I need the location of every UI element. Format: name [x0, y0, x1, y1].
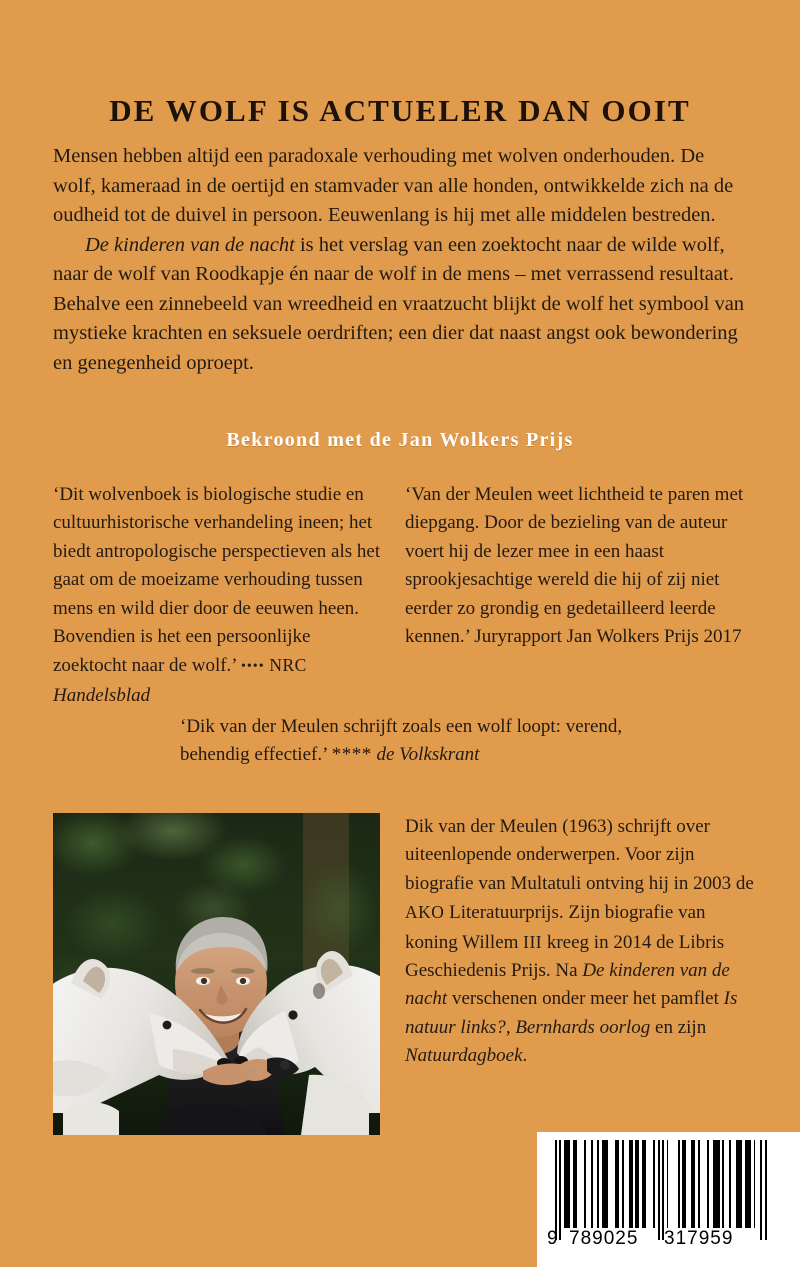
review-center-source: de Volkskrant: [376, 744, 480, 766]
bio-part-2: Literatuurprijs. Zijn biografie van koning Willem: [405, 902, 706, 953]
barcode-bar: [658, 1140, 660, 1240]
barcode-bar: [713, 1140, 719, 1228]
review-right-quote: ‘Van der Meulen weet lichtheid te paren met diepgang. Door de bezieling van de auteur voert hij de lezer mee in een haast sprookjesachtige wereld die hij of zij niet eerder zo grondig en gedetailleerd leerde kennen.’: [405, 484, 744, 648]
barcode-bar: [678, 1140, 680, 1228]
award-banner: Bekroond met de Jan Wolkers Prijs: [226, 429, 574, 451]
barcode-bar: [662, 1140, 664, 1240]
review-center: [180, 713, 640, 770]
bio-title-bernhards: Bernhards oorlog: [515, 1016, 651, 1038]
review-center-rating: ****: [331, 744, 372, 766]
barcode-bar: [615, 1140, 619, 1228]
barcode-bar: [622, 1140, 624, 1228]
bio-ako-prize: AKO: [405, 902, 445, 923]
barcode-digit-group-1: 9: [547, 1228, 559, 1249]
barcode-panel: [537, 1132, 800, 1267]
barcode-bar: [729, 1140, 731, 1228]
barcode-bar: [722, 1140, 724, 1228]
author-bio-text: [405, 813, 755, 1071]
barcode-bar: [642, 1140, 646, 1228]
review-left: [53, 481, 383, 710]
review-center-quote: ‘Dik van der Meulen schrijft zoals een wolf loopt: verend, behendig effectief.’: [180, 716, 623, 766]
barcode-bar: [667, 1140, 669, 1228]
author-photo-image: [53, 813, 380, 1135]
barcode-bar: [559, 1140, 561, 1240]
blurb-paragraph-2-rest: is het verslag van een zoektocht naar de wilde wolf, naar de wolf van Roodkapje én naar de wolf in de mens – met verrassend resultaat. Behalve een zinnebeeld van wreedheid en vraatzucht blijkt de wolf het symbool van mystieke krachten en seksuele oerdriften; een dier dat naast angst ook bewondering en genegenheid oproept.: [53, 233, 745, 374]
bio-part-7: .: [522, 1045, 528, 1067]
barcode-number: [547, 1228, 777, 1250]
author-photo: [53, 813, 380, 1135]
barcode-bar: [691, 1140, 695, 1228]
review-right: [405, 481, 750, 651]
bio-part-5: ,: [505, 1016, 516, 1038]
barcode-bar: [736, 1140, 742, 1228]
review-right-text: [405, 481, 750, 651]
barcode-bar: [707, 1140, 709, 1228]
review-left-source-nrc: NRC: [269, 655, 307, 676]
bio-part-4: verschenen onder meer het pamflet: [447, 988, 724, 1010]
barcode-bar: [591, 1140, 593, 1228]
barcode-bar: [682, 1140, 686, 1228]
review-center-text: [180, 713, 640, 770]
barcode-bar: [584, 1140, 586, 1228]
review-right-source: Juryrapport Jan Wolkers Prijs 2017: [469, 626, 742, 648]
bio-willem-numeral: III: [523, 931, 543, 952]
barcode-bar: [635, 1140, 639, 1228]
blurb-paragraph-2: [53, 231, 751, 379]
author-bio: [405, 813, 755, 1071]
review-left-rating: ••••: [240, 659, 265, 675]
barcode-bar: [602, 1140, 608, 1228]
barcode-bar: [653, 1140, 655, 1228]
bio-part-1: Dik van der Meulen (1963) schrijft over uiteenlopende onderwerpen. Voor zijn biografie van Multatuli ontving hij in 2003 de: [405, 816, 754, 894]
barcode-bar: [745, 1140, 751, 1228]
blurb-paragraph-1: Mensen hebben altijd een paradoxale verhouding met wolven onderhouden. De wolf, kameraad in de oertijd en stamvader van alle honden, ontwikkelde zich na de oudheid tot de duivel in persoon. Eeuwenlang is hij met alle middelen bestreden.: [53, 145, 734, 226]
barcode-bar: [765, 1140, 767, 1240]
bio-title-kinderen: De kinderen van de nacht: [405, 960, 730, 1010]
barcode-digit-group-2: 789025: [569, 1228, 639, 1249]
bio-title-isnatuurlinks: Is natuur links?: [405, 988, 738, 1038]
barcode-bar: [564, 1140, 570, 1228]
barcode-bar: [629, 1140, 633, 1228]
barcode-bar: [754, 1140, 756, 1228]
bio-part-6: en zijn: [650, 1016, 707, 1038]
barcode-bar: [760, 1140, 762, 1240]
review-left-source-handelsblad: Handelsblad: [53, 684, 151, 706]
barcode-bar: [573, 1140, 577, 1228]
blurb-text: [53, 142, 751, 378]
blurb-book-title: De kinderen van de nacht: [85, 233, 295, 256]
bio-title-natuurdagboek: Natuurdagboek: [405, 1045, 523, 1067]
bio-part-3: kreeg in 2014 de Libris Geschiedenis Prijs. Na: [405, 931, 725, 982]
page-title: DE WOLF IS ACTUELER DAN OOIT: [109, 92, 691, 128]
review-left-quote: ‘Dit wolvenboek is biologische studie en cultuurhistorische verhandeling ineen; het biedt antropologische perspectieven als het gaat om de moeizame verhouding tussen mens en wild dier door de eeuwen heen. Bovendien is het een persoonlijke zoektocht naar de wolf.’: [53, 484, 381, 677]
barcode-bars: [555, 1140, 767, 1240]
barcode-bar: [698, 1140, 700, 1228]
barcode-digit-group-3: 317959: [664, 1228, 734, 1249]
barcode-bar: [597, 1140, 599, 1228]
barcode-bar: [555, 1140, 557, 1240]
review-left-text: [53, 481, 383, 710]
